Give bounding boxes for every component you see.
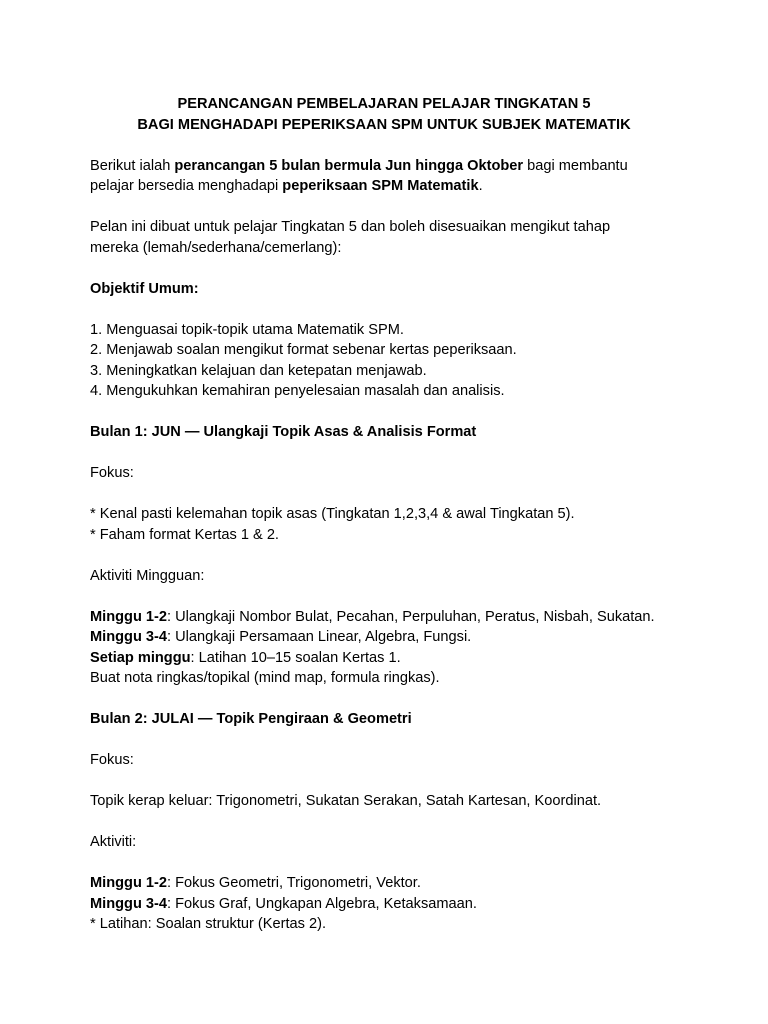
bulan-1-heading-text: Bulan 1: JUN — Ulangkaji Topik Asas & Analisis Format bbox=[90, 424, 477, 440]
objektif-item: 4. Mengukuhkan kemahiran penyelesaian masalah dan analisis. bbox=[90, 383, 505, 399]
objektif-heading-text: Objektif Umum: bbox=[90, 280, 199, 297]
bulan-1-nota: Buat nota ringkas/topikal (mind map, formula ringkas). bbox=[90, 670, 440, 686]
bulan-2-topik: Topik kerap keluar: Trigonometri, Sukatan Serakan, Satah Kartesan, Koordinat. bbox=[90, 793, 602, 809]
bulan-1-minggu-3-4 bbox=[90, 627, 690, 648]
intro-paragraph-line-1 bbox=[90, 156, 690, 177]
objektif-heading bbox=[90, 279, 690, 300]
minggu-label: Minggu 3-4 bbox=[90, 629, 168, 645]
minggu-text: : Fokus Graf, Ungkapan Algebra, Ketaksamaan. bbox=[167, 895, 477, 912]
intro-text: bagi membantu bbox=[523, 157, 628, 174]
intro-bold-text: peperiksaan SPM Matematik bbox=[282, 178, 479, 194]
intro-bold-text: perancangan 5 bulan bermula Jun hingga Oktober bbox=[174, 157, 524, 174]
minggu-label: Minggu 1-2 bbox=[90, 608, 168, 625]
bulan-2-heading-text: Bulan 2: JULAI — Topik Pengiraan & Geometri bbox=[90, 711, 412, 727]
bulan-1-fokus-item: * Faham format Kertas 1 & 2. bbox=[90, 526, 279, 543]
setiap-minggu-label: Setiap minggu bbox=[90, 649, 191, 666]
document-title-line-2: BAGI MENGHADAPI PEPERIKSAAN SPM UNTUK SUBJEK MATEMATIK bbox=[137, 116, 631, 133]
bulan-1-fokus-label: Fokus: bbox=[90, 465, 134, 481]
minggu-text: : Fokus Geometri, Trigonometri, Vektor. bbox=[167, 875, 421, 891]
bulan-2-minggu-1-2 bbox=[90, 873, 690, 894]
objektif-item: 2. Menjawab soalan mengikut format sebenar kertas peperiksaan. bbox=[90, 342, 517, 358]
minggu-text: : Ulangkaji Nombor Bulat, Pecahan, Perpuluhan, Peratus, Nisbah, Sukatan. bbox=[167, 608, 655, 625]
bulan-1-minggu-1-2 bbox=[90, 607, 690, 628]
intro-text: pelajar bersedia menghadapi bbox=[90, 178, 283, 194]
intro-paragraph-line-2 bbox=[90, 176, 690, 197]
bulan-1-aktiviti-label: Aktiviti Mingguan: bbox=[90, 567, 205, 584]
minggu-label: Minggu 3-4 bbox=[90, 895, 168, 912]
minggu-label: Minggu 1-2 bbox=[90, 875, 168, 891]
intro-text: Berikut ialah bbox=[90, 157, 175, 174]
document-page bbox=[90, 94, 690, 935]
plan-description-line-1: Pelan ini dibuat untuk pelajar Tingkatan 5 dan boleh disesuaikan mengikut tahap bbox=[90, 219, 611, 235]
minggu-text: : Ulangkaji Persamaan Linear, Algebra, Fungsi. bbox=[167, 629, 472, 645]
bulan-2-minggu-3-4 bbox=[90, 894, 690, 915]
bulan-1-setiap-minggu bbox=[90, 648, 690, 669]
setiap-minggu-text: : Latihan 10–15 soalan Kertas 1. bbox=[190, 649, 401, 666]
plan-description-line-2: mereka (lemah/sederhana/cemerlang): bbox=[90, 239, 342, 256]
bulan-2-latihan: * Latihan: Soalan struktur (Kertas 2). bbox=[90, 916, 327, 932]
document-title-line-1: PERANCANGAN PEMBELAJARAN PELAJAR TINGKATAN 5 bbox=[177, 96, 591, 112]
intro-text: . bbox=[478, 178, 483, 194]
bulan-1-fokus-item: * Kenal pasti kelemahan topik asas (Tingkatan 1,2,3,4 & awal Tingkatan 5). bbox=[90, 506, 575, 522]
objektif-item: 1. Menguasai topik-topik utama Matematik SPM. bbox=[90, 321, 404, 338]
objektif-item: 3. Meningkatkan kelajuan dan ketepatan menjawab. bbox=[90, 362, 427, 379]
bulan-2-heading bbox=[90, 709, 690, 730]
bulan-2-aktiviti-label: Aktiviti: bbox=[90, 834, 137, 850]
bulan-2-fokus-label: Fokus: bbox=[90, 752, 134, 768]
bulan-1-heading bbox=[90, 422, 690, 443]
